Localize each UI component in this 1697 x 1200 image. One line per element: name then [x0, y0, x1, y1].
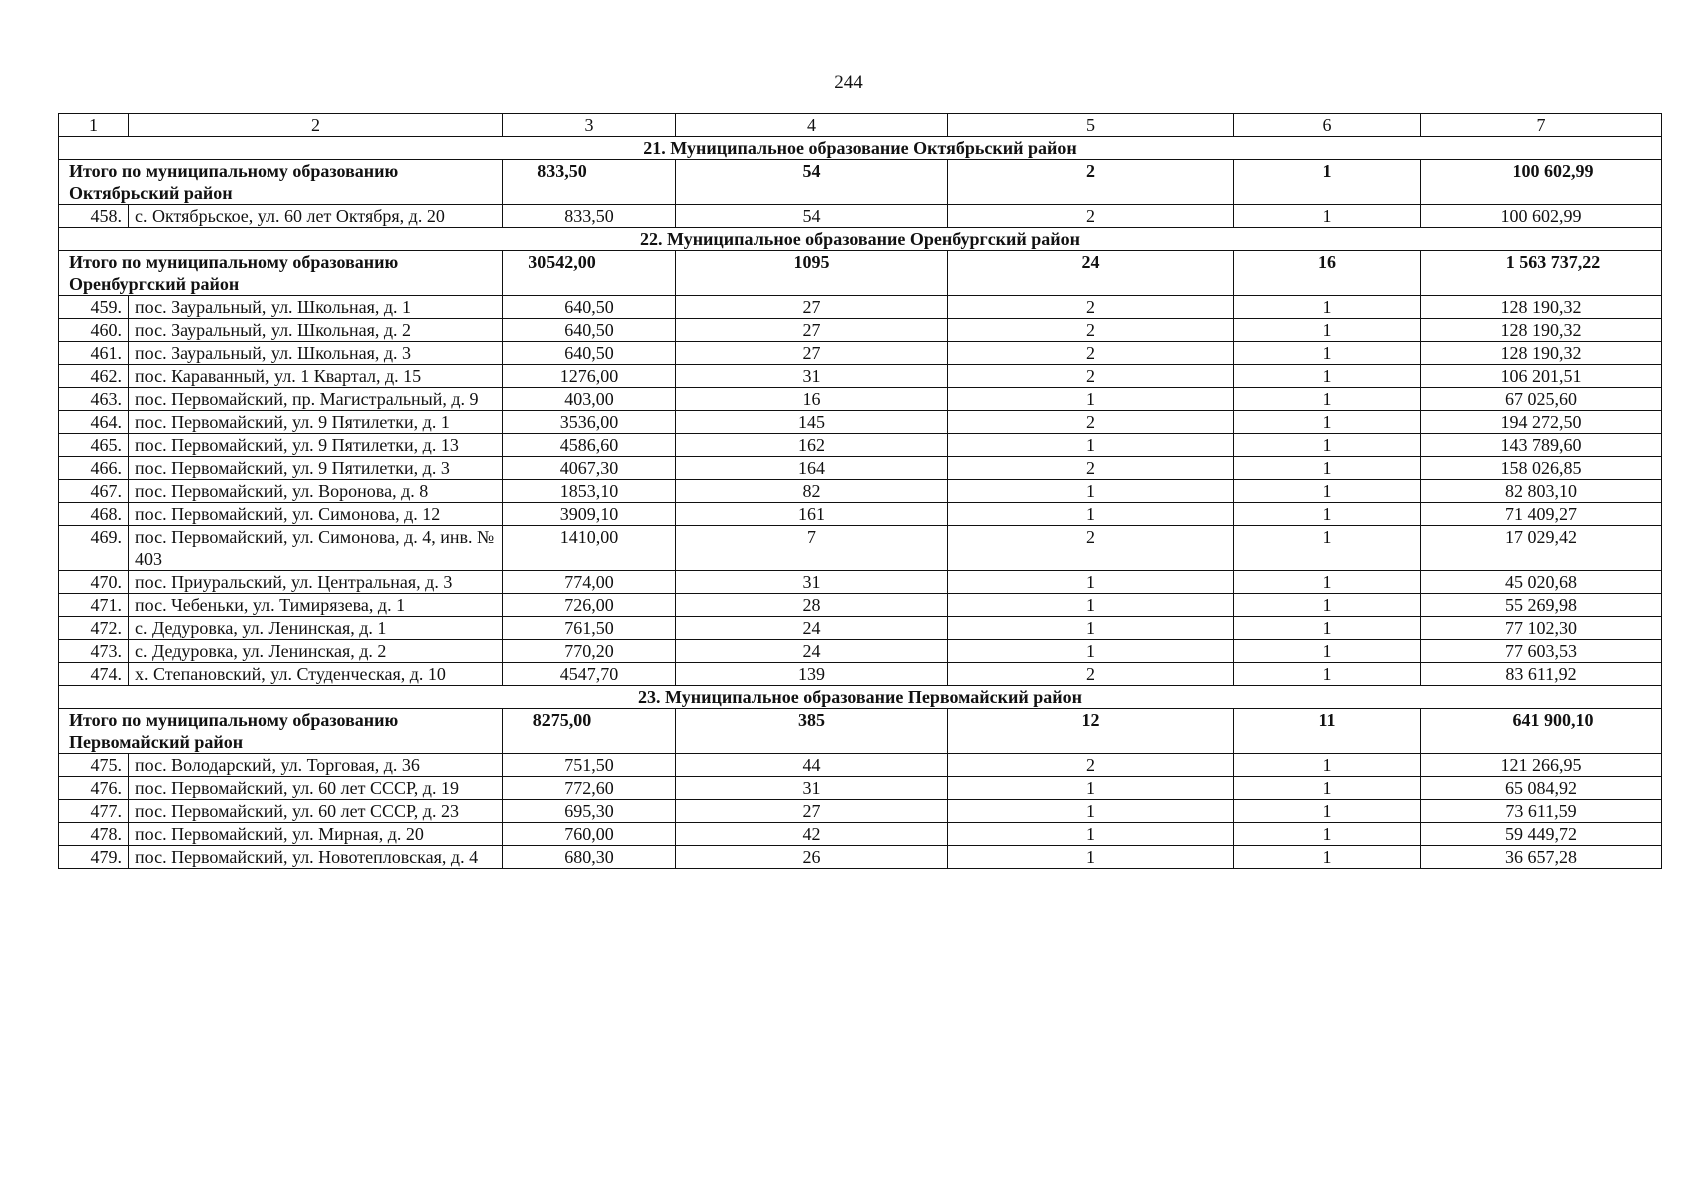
row-residents: 24 — [676, 640, 948, 663]
row-col6: 1 — [1234, 617, 1421, 640]
row-number: 471. — [59, 594, 129, 617]
row-residents: 31 — [676, 365, 948, 388]
row-address: пос. Первомайский, пр. Магистральный, д. 9 — [129, 388, 503, 411]
row-number: 464. — [59, 411, 129, 434]
table-row — [59, 823, 1662, 846]
table-row — [59, 503, 1662, 526]
row-area: 726,00 — [503, 594, 676, 617]
row-col5: 1 — [948, 503, 1234, 526]
row-residents: 31 — [676, 777, 948, 800]
section-total-row — [59, 709, 1662, 754]
section-title-row — [59, 228, 1662, 251]
row-number: 458. — [59, 205, 129, 228]
row-cost: 67 025,60 — [1421, 388, 1662, 411]
total-residents: 1095 — [676, 251, 948, 296]
row-col5: 2 — [948, 526, 1234, 571]
row-col6: 1 — [1234, 388, 1421, 411]
row-area: 770,20 — [503, 640, 676, 663]
row-cost: 45 020,68 — [1421, 571, 1662, 594]
table-row — [59, 319, 1662, 342]
row-address: пос. Чебеньки, ул. Тимирязева, д. 1 — [129, 594, 503, 617]
table-row — [59, 342, 1662, 365]
row-col6: 1 — [1234, 434, 1421, 457]
row-address: х. Степановский, ул. Студенческая, д. 10 — [129, 663, 503, 686]
row-area: 774,00 — [503, 571, 676, 594]
row-residents: 27 — [676, 342, 948, 365]
table-row — [59, 663, 1662, 686]
row-residents: 16 — [676, 388, 948, 411]
table-row — [59, 800, 1662, 823]
column-number: 6 — [1234, 114, 1421, 137]
row-address: пос. Володарский, ул. Торговая, д. 36 — [129, 754, 503, 777]
table-row — [59, 411, 1662, 434]
row-col6: 1 — [1234, 663, 1421, 686]
row-area: 3536,00 — [503, 411, 676, 434]
row-area: 680,30 — [503, 846, 676, 869]
table-row — [59, 571, 1662, 594]
row-col6: 1 — [1234, 846, 1421, 869]
row-cost: 128 190,32 — [1421, 296, 1662, 319]
column-number: 1 — [59, 114, 129, 137]
row-address: пос. Первомайский, ул. 60 лет СССР, д. 23 — [129, 800, 503, 823]
row-col6: 1 — [1234, 480, 1421, 503]
row-number: 476. — [59, 777, 129, 800]
row-area: 695,30 — [503, 800, 676, 823]
row-area: 403,00 — [503, 388, 676, 411]
total-area: 8275,00 — [503, 709, 676, 754]
row-cost: 73 611,59 — [1421, 800, 1662, 823]
row-number: 461. — [59, 342, 129, 365]
total-col5: 12 — [948, 709, 1234, 754]
row-address: пос. Первомайский, ул. 9 Пятилетки, д. 13 — [129, 434, 503, 457]
row-number: 460. — [59, 319, 129, 342]
row-residents: 162 — [676, 434, 948, 457]
row-number: 470. — [59, 571, 129, 594]
row-number: 468. — [59, 503, 129, 526]
section-title: 21. Муниципальное образование Октябрьский район — [59, 137, 1662, 160]
row-residents: 42 — [676, 823, 948, 846]
row-area: 761,50 — [503, 617, 676, 640]
row-col6: 1 — [1234, 777, 1421, 800]
table-row — [59, 365, 1662, 388]
row-address: пос. Приуральский, ул. Центральная, д. 3 — [129, 571, 503, 594]
row-cost: 121 266,95 — [1421, 754, 1662, 777]
column-number: 7 — [1421, 114, 1662, 137]
row-col5: 1 — [948, 823, 1234, 846]
row-area: 3909,10 — [503, 503, 676, 526]
row-col5: 2 — [948, 411, 1234, 434]
row-residents: 7 — [676, 526, 948, 571]
row-cost: 158 026,85 — [1421, 457, 1662, 480]
row-area: 1410,00 — [503, 526, 676, 571]
row-residents: 139 — [676, 663, 948, 686]
row-col5: 1 — [948, 777, 1234, 800]
row-area: 4547,70 — [503, 663, 676, 686]
row-col6: 1 — [1234, 640, 1421, 663]
row-cost: 83 611,92 — [1421, 663, 1662, 686]
table-row — [59, 434, 1662, 457]
row-col5: 1 — [948, 434, 1234, 457]
row-number: 462. — [59, 365, 129, 388]
row-number: 473. — [59, 640, 129, 663]
row-col6: 1 — [1234, 823, 1421, 846]
table-row — [59, 777, 1662, 800]
row-cost: 71 409,27 — [1421, 503, 1662, 526]
row-residents: 27 — [676, 296, 948, 319]
row-residents: 27 — [676, 319, 948, 342]
row-number: 465. — [59, 434, 129, 457]
row-col6: 1 — [1234, 342, 1421, 365]
row-address: пос. Первомайский, ул. Симонова, д. 12 — [129, 503, 503, 526]
row-address: пос. Первомайский, ул. 9 Пятилетки, д. 3 — [129, 457, 503, 480]
row-cost: 100 602,99 — [1421, 205, 1662, 228]
row-col5: 1 — [948, 640, 1234, 663]
column-number: 5 — [948, 114, 1234, 137]
row-col5: 2 — [948, 457, 1234, 480]
row-area: 4067,30 — [503, 457, 676, 480]
row-col6: 1 — [1234, 319, 1421, 342]
row-area: 640,50 — [503, 342, 676, 365]
row-address: пос. Первомайский, ул. Новотепловская, д. 4 — [129, 846, 503, 869]
page-number: 244 — [834, 72, 863, 93]
row-address: пос. Первомайский, ул. 9 Пятилетки, д. 1 — [129, 411, 503, 434]
row-col6: 1 — [1234, 526, 1421, 571]
row-col5: 1 — [948, 800, 1234, 823]
row-residents: 54 — [676, 205, 948, 228]
row-cost: 55 269,98 — [1421, 594, 1662, 617]
total-area: 833,50 — [503, 160, 676, 205]
row-col6: 1 — [1234, 571, 1421, 594]
row-col6: 1 — [1234, 503, 1421, 526]
total-area: 30542,00 — [503, 251, 676, 296]
table-row — [59, 480, 1662, 503]
table-row — [59, 846, 1662, 869]
row-col6: 1 — [1234, 365, 1421, 388]
row-residents: 44 — [676, 754, 948, 777]
row-area: 833,50 — [503, 205, 676, 228]
column-number-row — [59, 114, 1662, 137]
row-residents: 82 — [676, 480, 948, 503]
row-cost: 128 190,32 — [1421, 319, 1662, 342]
table-row — [59, 388, 1662, 411]
row-area: 1276,00 — [503, 365, 676, 388]
row-number: 479. — [59, 846, 129, 869]
row-area: 751,50 — [503, 754, 676, 777]
table-row — [59, 296, 1662, 319]
row-col5: 1 — [948, 617, 1234, 640]
row-cost: 36 657,28 — [1421, 846, 1662, 869]
row-col5: 2 — [948, 754, 1234, 777]
table-row — [59, 640, 1662, 663]
row-number: 477. — [59, 800, 129, 823]
row-residents: 145 — [676, 411, 948, 434]
total-col6: 11 — [1234, 709, 1421, 754]
section-title: 22. Муниципальное образование Оренбургский район — [59, 228, 1662, 251]
row-col5: 2 — [948, 365, 1234, 388]
total-residents: 54 — [676, 160, 948, 205]
row-cost: 59 449,72 — [1421, 823, 1662, 846]
row-residents: 26 — [676, 846, 948, 869]
row-col6: 1 — [1234, 205, 1421, 228]
row-residents: 24 — [676, 617, 948, 640]
row-col6: 1 — [1234, 296, 1421, 319]
column-number: 3 — [503, 114, 676, 137]
row-address: пос. Зауральный, ул. Школьная, д. 1 — [129, 296, 503, 319]
row-col5: 2 — [948, 342, 1234, 365]
section-title-row — [59, 137, 1662, 160]
row-area: 4586,60 — [503, 434, 676, 457]
row-address: пос. Первомайский, ул. 60 лет СССР, д. 19 — [129, 777, 503, 800]
row-address: с. Дедуровка, ул. Ленинская, д. 1 — [129, 617, 503, 640]
row-number: 472. — [59, 617, 129, 640]
row-address: с. Дедуровка, ул. Ленинская, д. 2 — [129, 640, 503, 663]
row-col6: 1 — [1234, 594, 1421, 617]
table-row — [59, 526, 1662, 571]
row-residents: 164 — [676, 457, 948, 480]
section-total-row — [59, 251, 1662, 296]
row-cost: 17 029,42 — [1421, 526, 1662, 571]
row-address: пос. Зауральный, ул. Школьная, д. 3 — [129, 342, 503, 365]
row-number: 467. — [59, 480, 129, 503]
total-residents: 385 — [676, 709, 948, 754]
table-row — [59, 594, 1662, 617]
row-cost: 77 603,53 — [1421, 640, 1662, 663]
total-cost: 641 900,10 — [1421, 709, 1662, 754]
row-col5: 2 — [948, 319, 1234, 342]
row-cost: 143 789,60 — [1421, 434, 1662, 457]
column-number: 2 — [129, 114, 503, 137]
section-total-row — [59, 160, 1662, 205]
total-col6: 1 — [1234, 160, 1421, 205]
row-col5: 1 — [948, 594, 1234, 617]
row-col5: 2 — [948, 296, 1234, 319]
row-area: 772,60 — [503, 777, 676, 800]
row-cost: 128 190,32 — [1421, 342, 1662, 365]
row-residents: 28 — [676, 594, 948, 617]
row-cost: 194 272,50 — [1421, 411, 1662, 434]
row-cost: 82 803,10 — [1421, 480, 1662, 503]
total-label: Итого по муниципальному образованию Оренбургский район — [59, 251, 503, 296]
section-title-row — [59, 686, 1662, 709]
total-cost: 1 563 737,22 — [1421, 251, 1662, 296]
row-col5: 2 — [948, 663, 1234, 686]
row-address: с. Октябрьское, ул. 60 лет Октября, д. 20 — [129, 205, 503, 228]
row-number: 463. — [59, 388, 129, 411]
row-area: 760,00 — [503, 823, 676, 846]
row-address: пос. Зауральный, ул. Школьная, д. 2 — [129, 319, 503, 342]
row-address: пос. Первомайский, ул. Воронова, д. 8 — [129, 480, 503, 503]
total-col6: 16 — [1234, 251, 1421, 296]
table-row — [59, 617, 1662, 640]
row-col6: 1 — [1234, 457, 1421, 480]
section-title: 23. Муниципальное образование Первомайский район — [59, 686, 1662, 709]
total-label: Итого по муниципальному образованию Первомайский район — [59, 709, 503, 754]
row-residents: 27 — [676, 800, 948, 823]
row-col6: 1 — [1234, 411, 1421, 434]
row-col6: 1 — [1234, 754, 1421, 777]
row-address: пос. Первомайский, ул. Мирная, д. 20 — [129, 823, 503, 846]
total-label: Итого по муниципальному образованию Октябрьский район — [59, 160, 503, 205]
row-col5: 1 — [948, 388, 1234, 411]
row-cost: 65 084,92 — [1421, 777, 1662, 800]
total-col5: 2 — [948, 160, 1234, 205]
row-col5: 1 — [948, 480, 1234, 503]
row-address: пос. Первомайский, ул. Симонова, д. 4, инв. № 403 — [129, 526, 503, 571]
row-cost: 77 102,30 — [1421, 617, 1662, 640]
row-area: 640,50 — [503, 296, 676, 319]
row-area: 640,50 — [503, 319, 676, 342]
row-col5: 1 — [948, 571, 1234, 594]
row-number: 475. — [59, 754, 129, 777]
row-number: 459. — [59, 296, 129, 319]
total-col5: 24 — [948, 251, 1234, 296]
row-number: 469. — [59, 526, 129, 571]
row-number: 478. — [59, 823, 129, 846]
total-cost: 100 602,99 — [1421, 160, 1662, 205]
row-cost: 106 201,51 — [1421, 365, 1662, 388]
row-col6: 1 — [1234, 800, 1421, 823]
row-address: пос. Караванный, ул. 1 Квартал, д. 15 — [129, 365, 503, 388]
row-number: 474. — [59, 663, 129, 686]
row-col5: 2 — [948, 205, 1234, 228]
row-number: 466. — [59, 457, 129, 480]
table-row — [59, 205, 1662, 228]
row-area: 1853,10 — [503, 480, 676, 503]
row-col5: 1 — [948, 846, 1234, 869]
row-residents: 161 — [676, 503, 948, 526]
column-number: 4 — [676, 114, 948, 137]
row-residents: 31 — [676, 571, 948, 594]
register-table — [58, 113, 1662, 869]
table-row — [59, 754, 1662, 777]
table-row — [59, 457, 1662, 480]
